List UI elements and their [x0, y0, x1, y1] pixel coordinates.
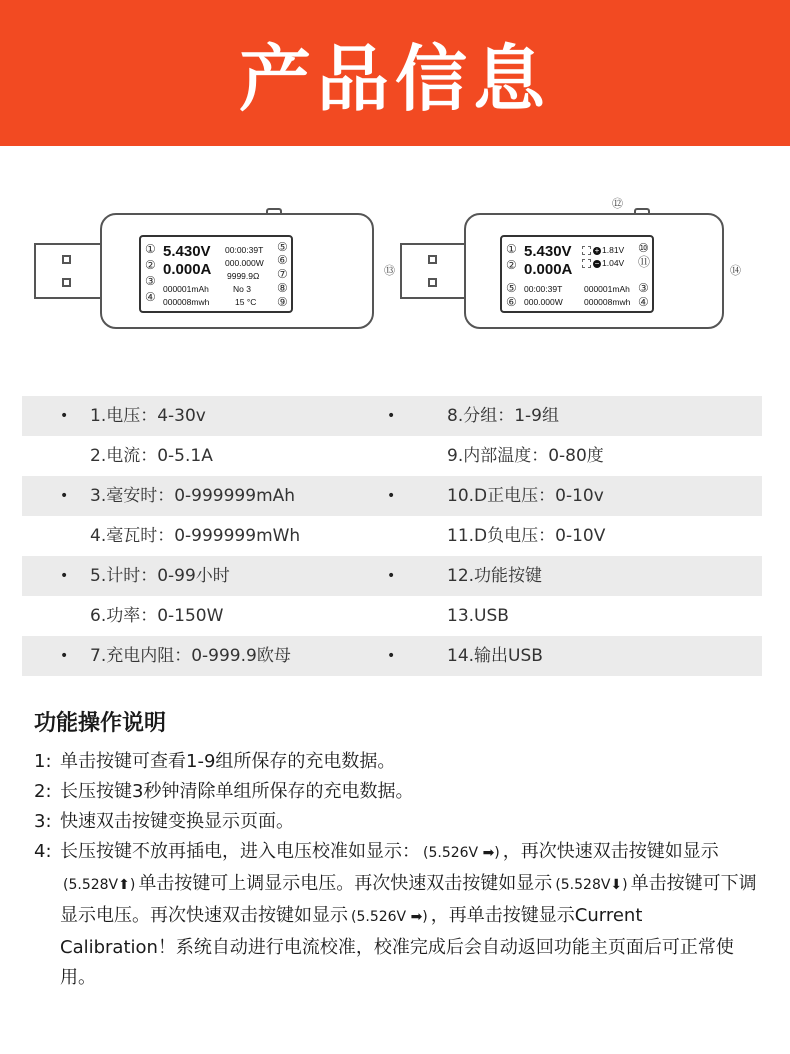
spec-left: 1.电压：4-30v	[90, 406, 206, 426]
spec-right: 12.功能按键	[447, 566, 543, 586]
instruction-step	[34, 837, 764, 993]
time-readout: 00:00:39T	[225, 245, 264, 255]
resistance-readout: 9999.9Ω	[227, 271, 260, 281]
voltage-readout: 5.430V	[524, 243, 572, 260]
callout-marker: ⑥	[506, 295, 517, 309]
temp-readout: 15 °C	[235, 297, 257, 307]
current-readout: 0.000A	[163, 261, 212, 278]
usb-plug	[34, 243, 102, 299]
step-text: 长压按键3秒钟清除单组所保存的充电数据。	[60, 781, 414, 802]
page-title: 产品信息	[238, 37, 551, 121]
usb-pin	[428, 278, 437, 287]
dplus-readout: + 1.81V	[582, 245, 624, 255]
usb-pin	[428, 255, 437, 264]
mwh-readout: 000008mwh	[584, 297, 631, 307]
spec-left: 7.充电内阻：0-999.9欧母	[90, 646, 291, 666]
step-text: 单击按键可下调显示电压。再次快速双击按键如显示	[60, 873, 757, 926]
spec-left: 3.毫安时：0-999999mAh	[90, 486, 296, 506]
step-number: 4:	[34, 841, 52, 862]
power-readout: 000.000W	[225, 258, 264, 268]
instruction-step	[34, 807, 764, 837]
spec-right: 14.输出USB	[447, 646, 543, 666]
calibration-display-icon: (5.526V ➡)	[423, 845, 500, 861]
spec-table	[22, 396, 762, 676]
callout-marker: ⑧	[277, 281, 288, 295]
spec-row	[22, 516, 762, 556]
calibration-down-icon: (5.528V⬇)	[555, 877, 628, 893]
voltage-readout: 5.430V	[163, 243, 211, 260]
bullet: •	[387, 648, 396, 664]
usb-pin	[62, 255, 71, 264]
bullet: •	[60, 568, 69, 584]
callout-marker: ⑤	[506, 281, 517, 295]
device-front-view	[34, 205, 374, 330]
mah-readout: 000001mAh	[584, 284, 630, 294]
power-readout: 000.000W	[524, 297, 563, 307]
bullet: •	[60, 408, 69, 424]
device-second-page-view	[398, 195, 748, 335]
bullet: •	[387, 408, 396, 424]
spec-left: 4.毫瓦时：0-999999mWh	[90, 526, 301, 546]
instructions-section	[34, 706, 764, 993]
callout-marker: ⑩	[638, 241, 649, 255]
mah-readout: 000001mAh	[163, 284, 209, 294]
instruction-step	[34, 747, 764, 777]
step-text: ，再次快速双击按键如显示	[502, 841, 719, 862]
callout-marker: ①	[506, 242, 517, 256]
output-usb-callout: ⑭	[730, 264, 741, 277]
spec-left: 6.功率：0-150W	[90, 606, 224, 626]
callout-marker: ②	[145, 258, 156, 272]
callout-marker: ⑤	[277, 240, 288, 254]
callout-marker: ③	[638, 281, 649, 295]
callout-marker: ④	[638, 295, 649, 309]
time-readout: 00:00:39T	[524, 284, 563, 294]
callout-marker: ③	[145, 274, 156, 288]
step-text: 长压按键不放再插电，进入电压校准如显示：	[60, 841, 420, 862]
callout-marker: ⑪	[638, 255, 651, 269]
instruction-step	[34, 777, 764, 807]
header-banner	[0, 0, 790, 146]
mwh-readout: 000008mwh	[163, 297, 210, 307]
step-number: 3:	[34, 811, 52, 832]
spec-right: 8.分组：1-9组	[447, 406, 559, 426]
button-callout: ⑫	[612, 197, 623, 210]
current-readout: 0.000A	[524, 261, 573, 278]
spec-row	[22, 396, 762, 436]
step-text: 快速双击按键变换显示页面。	[60, 811, 294, 832]
spec-left: 2.电流：0-5.1A	[90, 446, 213, 466]
spec-row	[22, 636, 762, 676]
step-text: 单击按键可查看1-9组所保存的充电数据。	[60, 751, 396, 772]
step-number: 1:	[34, 751, 52, 772]
spec-right: 10.D正电压：0-10v	[447, 486, 604, 506]
lcd-screen	[500, 235, 654, 313]
callout-marker: ④	[145, 290, 156, 304]
instructions-title: 功能操作说明	[34, 711, 167, 736]
usb-pin	[62, 278, 71, 287]
spec-row	[22, 596, 762, 636]
bullet: •	[387, 488, 396, 504]
callout-marker: ②	[506, 258, 517, 272]
dminus-readout: − 1.04V	[582, 258, 624, 268]
spec-row	[22, 436, 762, 476]
bullet: •	[60, 648, 69, 664]
bullet: •	[387, 568, 396, 584]
device-body	[464, 213, 724, 329]
device-body	[100, 213, 374, 329]
callout-marker: ①	[145, 242, 156, 256]
callout-marker: ⑦	[277, 267, 288, 281]
usb-plug	[400, 243, 468, 299]
step-number: 2:	[34, 781, 52, 802]
group-readout: No 3	[233, 284, 251, 294]
callout-marker: ⑨	[277, 295, 288, 309]
lcd-screen	[139, 235, 293, 313]
spec-row	[22, 476, 762, 516]
spec-right: 9.内部温度：0-80度	[447, 446, 604, 466]
step-text: 单击按键可上调显示电压。再次快速双击按键如显示	[138, 873, 553, 894]
calibration-display-icon: (5.526V ➡)	[351, 909, 428, 925]
spec-right: 11.D负电压：0-10V	[447, 526, 606, 546]
spec-row	[22, 556, 762, 596]
usb-callout: ⑬	[384, 264, 395, 277]
calibration-up-icon: (5.528V⬆)	[63, 877, 136, 893]
dplus-value: 1.81V	[602, 245, 625, 255]
step-text: ，再单击按键显示Current Calibration！系统自动进行电流校准，校准完成后会自动返回功能主页面后可正常使用。	[60, 905, 734, 988]
dminus-value: 1.04V	[602, 258, 625, 268]
spec-left: 5.计时：0-99小时	[90, 566, 230, 586]
bullet: •	[60, 488, 69, 504]
callout-marker: ⑥	[277, 253, 288, 267]
spec-right: 13.USB	[447, 606, 509, 626]
